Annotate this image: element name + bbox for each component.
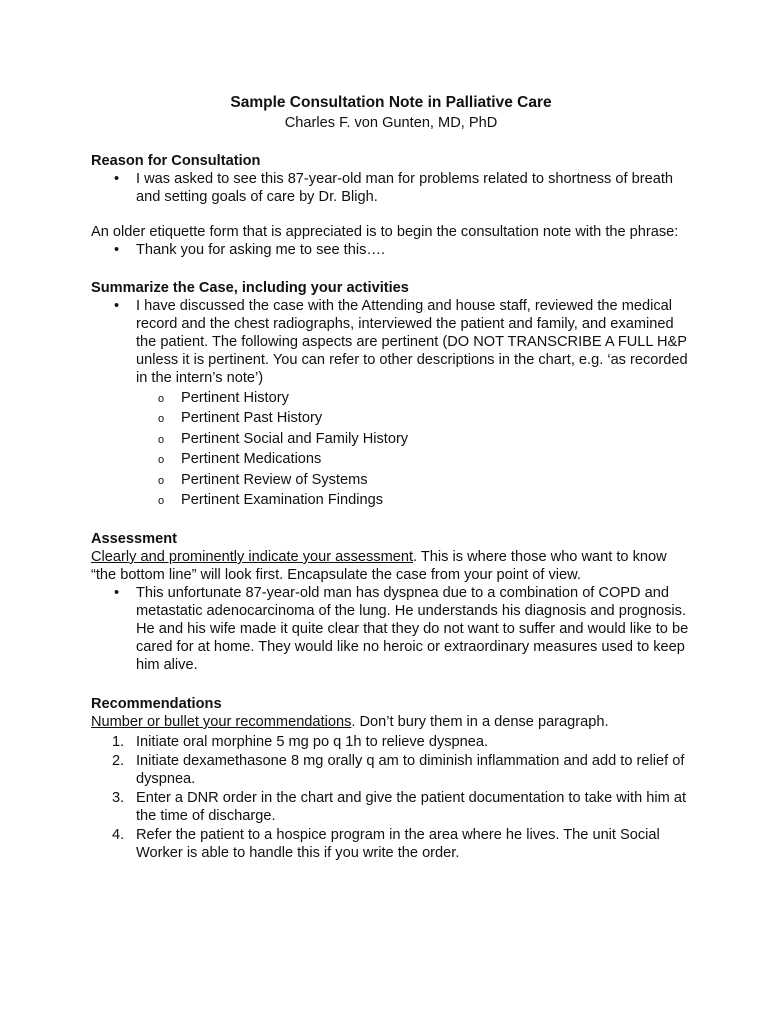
recommendation-text: Refer the patient to a hospice program in the area where he lives. The unit Social Worker is able to handle this if you write the order. bbox=[136, 826, 660, 861]
summary-bullet-text: I have discussed the case with the Attending and house staff, reviewed the medical record and the chest radiographs, interviewed the patient and family, and examined the patient. The following aspects are pertinent (DO NOT TRANSCRIBE A FULL H&P unless it is pertinent. You can refer to other descriptions in the chart, e.g. ‘as recorded in the intern’s note’) bbox=[136, 298, 688, 386]
recommendation-number: 1. bbox=[112, 733, 125, 750]
summary-subitem bbox=[136, 409, 691, 427]
etiquette-paragraph: An older etiquette form that is appreciated is to begin the consultation note with the phrase: bbox=[91, 224, 679, 240]
section-assessment bbox=[91, 530, 691, 674]
bullet-marker: • bbox=[114, 171, 120, 187]
summary-bullet-list bbox=[91, 297, 691, 509]
summary-subitem-text: Pertinent Review of Systems bbox=[181, 471, 368, 488]
assessment-underlined-text: Clearly and prominently indicate your assessment bbox=[91, 548, 414, 565]
summary-subitem-text: Pertinent Medications bbox=[181, 451, 322, 468]
etiquette-bullet-item bbox=[91, 241, 691, 259]
reason-bullet-item bbox=[91, 170, 691, 206]
reason-bullet-text: I was asked to see this 87-year-old man for problems related to shortness of breath and setting goals of care by Dr. Bligh. bbox=[136, 171, 673, 205]
summary-subitem-list bbox=[136, 389, 691, 509]
section-reason bbox=[91, 152, 691, 206]
assessment-paragraph bbox=[91, 548, 691, 584]
recommendations-underlined-text: Number or bullet your recommendations bbox=[91, 713, 352, 730]
summary-subitem bbox=[136, 450, 691, 468]
summary-subitem-text: Pertinent History bbox=[181, 390, 289, 406]
section-summary bbox=[91, 279, 691, 509]
section-recommendations bbox=[91, 695, 691, 862]
circle-marker: o bbox=[158, 474, 165, 487]
summary-subitem bbox=[136, 471, 691, 489]
recommendation-item bbox=[91, 826, 691, 862]
section-etiquette bbox=[91, 223, 691, 259]
summary-bullet-item bbox=[91, 297, 691, 509]
bullet-marker: • bbox=[114, 584, 120, 601]
assessment-bullet-text: This unfortunate 87-year-old man has dyspnea due to a combination of COPD and metastatic adenocarcinoma of the lung. He understands his diagnosis and prognosis. He and his wife made it quite clear that they do not want to suffer and would like to be cared for at home. They would like no heroic or extraordinary measures used to keep him alive. bbox=[136, 584, 689, 673]
summary-subitem bbox=[136, 491, 691, 509]
assessment-heading: Assessment bbox=[91, 530, 177, 547]
recommendation-number: 3. bbox=[112, 789, 125, 806]
document-title: Sample Consultation Note in Palliative Care bbox=[230, 94, 552, 111]
circle-marker: o bbox=[158, 393, 165, 405]
circle-marker: o bbox=[158, 433, 165, 446]
recommendations-list bbox=[91, 733, 691, 862]
recommendation-text: Enter a DNR order in the chart and give the patient documentation to take with him at the time of discharge. bbox=[136, 789, 687, 824]
summary-subitem-text: Pertinent Past History bbox=[181, 410, 323, 427]
etiquette-bullet-text: Thank you for asking me to see this…. bbox=[136, 242, 386, 258]
recommendation-number: 4. bbox=[112, 826, 125, 843]
recommendations-heading: Recommendations bbox=[91, 695, 222, 712]
document-page bbox=[91, 94, 691, 863]
summary-heading: Summarize the Case, including your activities bbox=[91, 280, 409, 296]
assessment-bullet-list bbox=[91, 584, 691, 674]
recommendation-text: Initiate oral morphine 5 mg po q 1h to relieve dyspnea. bbox=[136, 733, 489, 750]
recommendation-item bbox=[91, 733, 691, 751]
recommendation-item bbox=[91, 752, 691, 788]
summary-subitem-text: Pertinent Social and Family History bbox=[181, 430, 409, 447]
circle-marker: o bbox=[158, 454, 165, 467]
recommendation-item bbox=[91, 789, 691, 825]
assessment-bullet-item bbox=[91, 584, 691, 674]
etiquette-bullet-list bbox=[91, 241, 691, 259]
bullet-marker: • bbox=[114, 242, 120, 258]
summary-subitem bbox=[136, 389, 691, 407]
bullet-marker: • bbox=[114, 298, 120, 314]
summary-subitem-text: Pertinent Examination Findings bbox=[181, 491, 383, 508]
recommendations-rest-text: . Don’t bury them in a dense paragraph. bbox=[351, 713, 609, 730]
document-author: Charles F. von Gunten, MD, PhD bbox=[284, 115, 498, 131]
recommendations-paragraph bbox=[91, 713, 691, 731]
summary-subitem bbox=[136, 430, 691, 448]
reason-heading: Reason for Consultation bbox=[91, 153, 261, 169]
recommendation-number: 2. bbox=[112, 752, 125, 769]
circle-marker: o bbox=[158, 413, 165, 426]
assessment-rest-text: . This is where those who want to know “the bottom line” will look first. Encapsulate the case from your point of view. bbox=[91, 548, 667, 583]
reason-bullet-list bbox=[91, 170, 691, 206]
circle-marker: o bbox=[158, 494, 165, 507]
recommendation-text: Initiate dexamethasone 8 mg orally q am to diminish inflammation and add to relief of dyspnea. bbox=[136, 752, 685, 787]
